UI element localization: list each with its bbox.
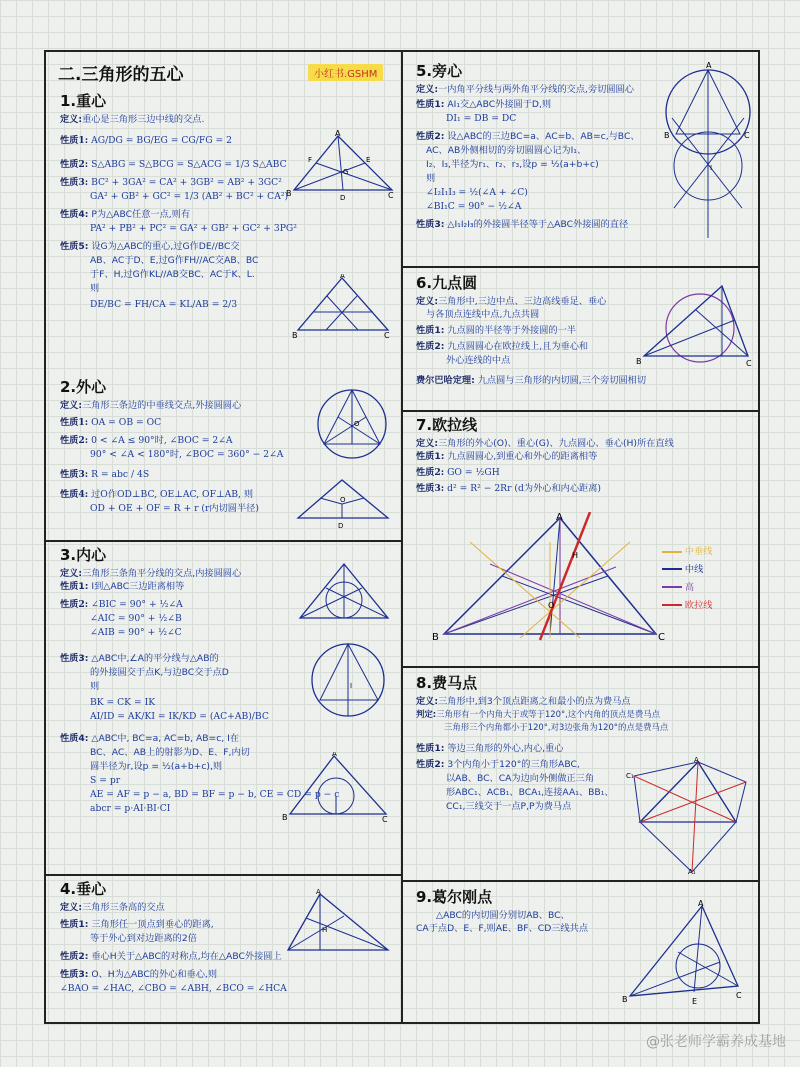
text: 三角形任一顶点到垂心的距离, [91, 919, 214, 931]
svg-text:C: C [744, 131, 750, 140]
text: AC、AB外侧相切的旁切圆圆心记为I₁、 [426, 145, 587, 157]
svg-text:I: I [350, 682, 353, 690]
label: 性质1: [60, 581, 89, 593]
text: 设△ABC的三边BC=a、AC=b、AB=c,与BC、 [447, 131, 640, 143]
text: DE/BC = FH/CA = KL/AB = 2/3 [90, 298, 238, 310]
euler-diagram [430, 512, 670, 642]
text: O、H为△ABC的外心和垂心,则 [91, 969, 218, 981]
heading-circumcenter: 2.外心 [60, 378, 107, 396]
label: 定义: [416, 437, 439, 449]
svg-text:F: F [308, 156, 313, 164]
svg-text:C: C [746, 359, 752, 368]
label: 性质2: [416, 341, 445, 353]
svg-text:A₁: A₁ [688, 868, 696, 876]
text: 三角形的外心(O)、重心(G)、九点圆心、垂心(H)所在直线 [438, 437, 674, 449]
label: 性质4: [60, 489, 89, 501]
svg-text:A: A [335, 130, 341, 138]
text: 九点圆与三角形的内切圆,三个旁切圆相切 [477, 375, 647, 387]
text: 与各顶点连线中点,九点共圆 [426, 309, 540, 321]
svg-text:H: H [322, 926, 328, 934]
text: 重心是三角形三边中线的交点. [82, 113, 205, 125]
text: 九点圆的半径等于外接圆的一半 [447, 325, 576, 337]
circumcenter-diagram [312, 382, 392, 462]
svg-text:D: D [338, 522, 344, 530]
label: 性质1: [416, 325, 445, 337]
heading-euler: 7.欧拉线 [416, 416, 478, 434]
text: abcr = p·AI·BI·CI [90, 802, 171, 814]
text: I到△ABC三边距离相等 [91, 581, 185, 593]
gergonne-diagram [622, 900, 750, 1006]
text: 三角形中,到3个顶点距离之和最小的点为费马点 [438, 695, 631, 707]
orthocenter-diagram [284, 888, 392, 960]
label: 性质5: [60, 241, 89, 253]
text: S = pr [90, 774, 121, 786]
text: AE = AF = p − a, BD = BF = p − b, CE = CD = p − c [90, 788, 340, 800]
text: 九点圆圆心在欧拉线上,且为垂心和 [447, 341, 589, 353]
text: 过O作OD⊥BC, OE⊥AC, OF⊥AB, 则 [91, 489, 254, 501]
text: ∠AIC = 90° + ½∠B [90, 613, 182, 625]
label: 定义: [416, 695, 439, 707]
text: 三角形有一个内角大于或等于120°,这个内角的顶点是费马点 [436, 709, 660, 720]
text: 90° < ∠A < 180°时, ∠BOC = 360° − 2∠A [90, 449, 284, 461]
legend-label-2: 中线 [684, 563, 704, 575]
text: DI₁ = DB = DC [446, 113, 517, 125]
text: BC、AC、AB上的射影为D、E、F,内切 [90, 746, 250, 758]
text: BC² + 3GA² = CA² + 3GB² = AB² + 3GC² [91, 177, 282, 189]
svg-text:H: H [572, 551, 579, 560]
incenter-tangent-diagram [282, 752, 392, 824]
author-tag: 小红书.GSHM [308, 64, 383, 81]
label: 性质3: [60, 653, 89, 665]
label: 性质2: [60, 159, 89, 171]
label: 性质3: [416, 219, 445, 231]
legend-label-3: 高 [684, 581, 695, 593]
notes-sheet [44, 50, 760, 1024]
label: 性质2: [416, 131, 445, 143]
svg-text:O: O [548, 601, 555, 610]
label: 定义: [60, 901, 83, 913]
divider-right-3 [403, 666, 758, 668]
text: 等边三角形的外心,内心,重心 [447, 743, 564, 755]
text: 以AB、BC、CA为边向外侧做正三角 [446, 773, 595, 785]
svg-text:C: C [736, 991, 742, 1000]
text: 设G为△ABC的重心,过G作DE//BC交 [91, 241, 240, 253]
text: 0 < ∠A ≤ 90°时, ∠BOC = 2∠A [91, 435, 233, 447]
text: △I₁I₂I₃的外接圆半径等于△ABC外接圆的直径 [447, 219, 629, 231]
text: PA² + PB² + PC² = GA² + GB² + GC² + 3PG² [90, 223, 297, 235]
centroid-diagram [286, 130, 396, 202]
legend-swatch-4 [662, 604, 682, 606]
label: 性质2: [60, 435, 89, 447]
svg-text:D: D [340, 194, 346, 202]
label: 性质1: [416, 451, 445, 463]
legend-swatch-3 [662, 586, 682, 588]
svg-text:O: O [340, 496, 346, 504]
svg-text:O: O [354, 420, 360, 428]
text: d² = R² − 2Rr (d为外心和内心距离) [447, 483, 601, 495]
fermat-diagram [626, 756, 752, 876]
incenter-diagram [296, 560, 392, 624]
text: ∠AIB = 90° + ½∠C [90, 627, 182, 639]
label: 性质3: [416, 483, 445, 495]
svg-text:B: B [636, 357, 642, 366]
text: 三角形三条高的交点 [82, 901, 165, 913]
svg-text:B: B [286, 189, 292, 198]
text: 外心连线的中点 [446, 355, 511, 367]
divider-right-2 [403, 410, 758, 412]
heading-gergonne: 9.葛尔刚点 [416, 888, 493, 906]
label: 性质4: [60, 733, 89, 745]
text: 形ABC₁、ACB₁、BCA₁,连接AA₁、BB₁、 [446, 787, 614, 799]
label: 性质1: [60, 417, 89, 429]
incenter-circle-diagram [306, 638, 390, 722]
label: 性质1: [60, 135, 89, 147]
text: 三角形三个内角都小于120°,对3边张角为120°的点是费马点 [444, 722, 669, 733]
heading-nine-point: 6.九点圆 [416, 274, 478, 292]
text: 一内角平分线与两外角平分线的交点,旁切圆圆心 [438, 83, 634, 95]
label: 判定: [416, 709, 437, 720]
text: 3个内角小于120°的三角形ABC, [447, 759, 580, 771]
heading-centroid: 1.重心 [60, 92, 107, 110]
text: 等于外心到对边距离的2倍 [90, 933, 197, 945]
svg-text:G: G [343, 168, 349, 176]
heading-incenter: 3.内心 [60, 546, 107, 564]
svg-text:A: A [556, 512, 563, 523]
heading-fermat: 8.费马点 [416, 674, 478, 692]
divider-right-1 [403, 266, 758, 268]
svg-text:A: A [698, 900, 704, 908]
svg-text:A: A [332, 752, 337, 758]
text: 三角形三条边的中垂线交点,外接圆圆心 [82, 399, 242, 411]
divider-left-1 [46, 540, 401, 542]
svg-text:E: E [366, 156, 371, 164]
legend-swatch-1 [662, 551, 682, 553]
text: I₂、I₃,半径为r₁、r₂、r₃,设p = ½(a+b+c) [426, 159, 599, 171]
label: 定义: [60, 113, 83, 125]
svg-text:B: B [282, 813, 288, 822]
svg-text:A: A [340, 274, 345, 280]
svg-text:C: C [388, 191, 394, 200]
svg-text:A: A [694, 756, 699, 764]
text: GO = ½GH [447, 467, 500, 479]
watermark: @张老师学霸养成基地 [646, 1034, 786, 1050]
legend-label-4: 欧拉线 [684, 599, 713, 611]
circumcenter-perp-diagram [292, 476, 392, 532]
svg-text:A: A [316, 888, 321, 896]
label: 性质3: [60, 969, 89, 981]
svg-text:C: C [382, 815, 388, 824]
label: 性质1: [60, 919, 89, 931]
text: ∠BIC = 90° + ½∠A [91, 599, 183, 611]
text: AI₁交△ABC外接圆于D,则 [447, 99, 552, 111]
svg-text:A: A [706, 61, 712, 70]
text: 则 [90, 283, 100, 295]
text: P为△ABC任意一点,则有 [91, 209, 191, 221]
legend-swatch-2 [662, 568, 682, 570]
label: 费尔巴哈定理: [416, 375, 475, 387]
label: 定义: [416, 83, 439, 95]
svg-text:C: C [658, 632, 665, 642]
label: 性质2: [416, 467, 445, 479]
heading-orthocenter: 4.垂心 [60, 880, 107, 898]
svg-text:B: B [622, 995, 628, 1004]
text: OD + OE + OF = R + r (r内切圆半径) [90, 503, 259, 515]
text: OA = OB = OC [91, 417, 162, 429]
svg-text:B: B [664, 131, 670, 140]
text: R = abc / 4S [91, 469, 150, 481]
text: 三角形三条角平分线的交点,内接圆圆心 [82, 567, 242, 579]
text: 三角形中,三边中点、三边高线垂足、垂心 [438, 295, 607, 307]
svg-text:E: E [692, 997, 698, 1006]
text: S△ABG = S△BCG = S△ACG = 1/3 S△ABC [91, 159, 287, 171]
section-excenter [416, 62, 666, 233]
divider-right-4 [403, 880, 758, 882]
text: GA² + GB² + GC² = 1/3 (AB² + BC² + CA²) [90, 191, 289, 203]
text: 于F、H,过G作KL//AB交BC、AC于K、L. [90, 269, 255, 281]
svg-text:B: B [292, 331, 298, 340]
heading-excenter: 5.旁心 [416, 62, 463, 80]
text: 的外接圆交于点K,与边BC交于点D [90, 667, 229, 679]
svg-text:B: B [432, 632, 439, 642]
text: AB、AC于D、E,过G作FH//AC交AB、BC [90, 255, 259, 267]
text: ∠I₂I₁I₃ = ½(∠A + ∠C) [426, 187, 528, 199]
text: AI/ID = AK/KI = IK/KD = (AC+AB)/BC [90, 711, 269, 723]
column-divider [401, 52, 403, 1022]
text: CC₁,三线交于一点P,P为费马点 [446, 801, 572, 813]
section-euler [416, 416, 752, 497]
label: 性质4: [60, 209, 89, 221]
text: AG/DG = BG/EG = CG/FG = 2 [91, 135, 232, 147]
label: 性质1: [416, 99, 445, 111]
text: △ABC中,∠A的平分线与△AB的 [91, 653, 219, 665]
euler-legend [662, 540, 752, 618]
label: 定义: [60, 567, 83, 579]
text: △ABC的内切圆分别切AB、BC、 [436, 909, 570, 921]
text: 则 [90, 681, 100, 693]
text: BK = CK = IK [90, 697, 156, 709]
svg-text:C₁: C₁ [626, 772, 634, 780]
legend-label-1: 中垂线 [684, 546, 713, 557]
text: ∠BAO = ∠HAC, ∠CBO = ∠ABH, ∠BCO = ∠HCA [60, 983, 287, 995]
divider-left-2 [46, 874, 401, 876]
text: 则 [426, 173, 436, 185]
text: CA于点D、E、F,则AE、BF、CD三线共点 [416, 923, 589, 935]
label: 性质2: [416, 759, 445, 771]
text: 九点圆圆心,到重心和外心的距离相等 [447, 451, 598, 463]
page-title: 二.三角形的五心 [58, 65, 184, 85]
label: 性质2: [60, 599, 89, 611]
nine-point-diagram [636, 280, 756, 368]
label: 性质2: [60, 951, 89, 963]
text: 圆半径为r,设p = ½(a+b+c),则 [90, 760, 223, 772]
text: ∠BI₁C = 90° − ½∠A [426, 201, 522, 213]
label: 定义: [60, 399, 83, 411]
excenter-diagram [662, 58, 756, 248]
svg-text:C: C [384, 331, 390, 340]
centroid-parallels-diagram [292, 274, 392, 340]
text: 垂心H关于△ABC的对称点,均在△ABC外接圆上 [91, 951, 282, 963]
label: 定义: [416, 295, 439, 307]
label: 性质1: [416, 743, 445, 755]
svg-text:I: I [710, 164, 713, 172]
text: △ABC中, BC=a, AC=b, AB=c, I在 [91, 733, 240, 745]
label: 性质3: [60, 177, 89, 189]
label: 性质3: [60, 469, 89, 481]
